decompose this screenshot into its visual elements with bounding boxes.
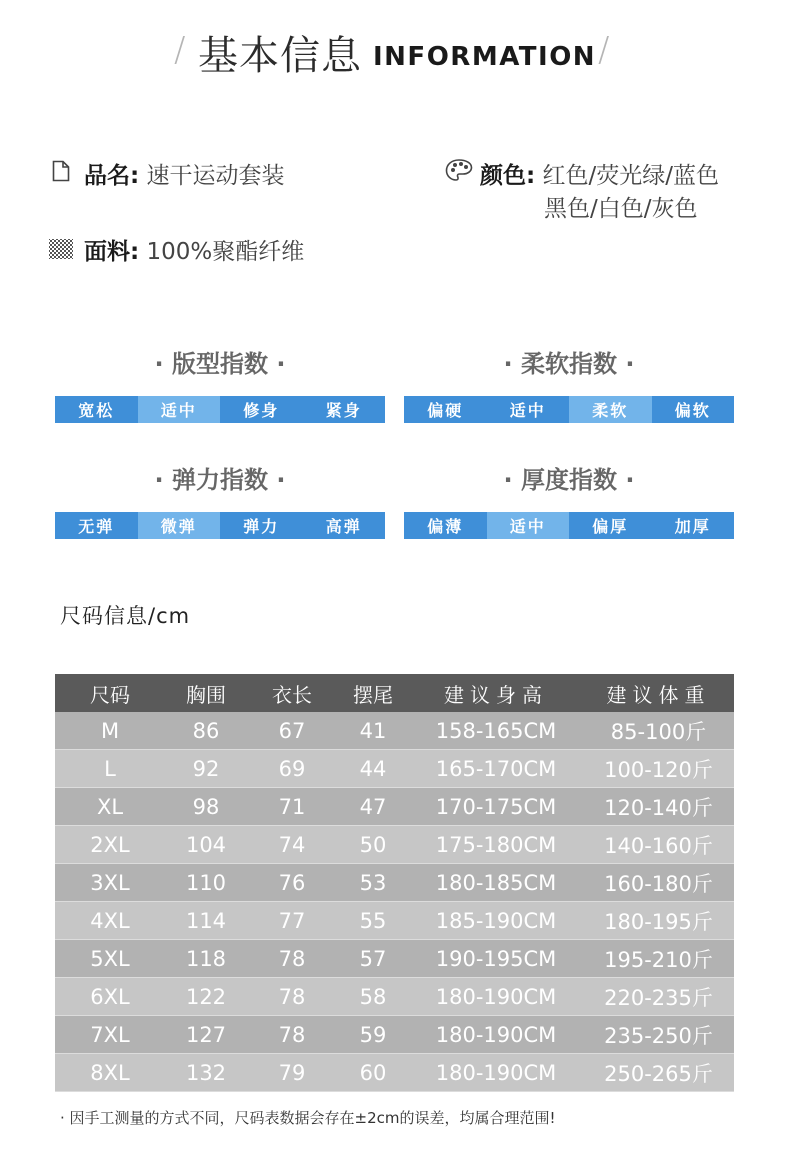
color-value-line2-wrap [544,190,698,223]
thickness-option-2: 适中 [487,512,570,539]
cell-length: 79 [278,1060,306,1085]
product-fabric [84,233,304,266]
header-title-cn: 基本信息 [198,33,362,79]
product-name [84,157,285,190]
softness-index-bar [404,396,734,423]
table-row [55,864,734,902]
cell-height: 185-190CM [435,908,557,933]
color-value-line1: 红色/荧光绿/蓝色 [542,163,720,189]
header-chest: 胸围 [186,682,226,707]
header-slash-left: / [174,30,186,70]
cell-size: 2XL [90,832,130,857]
cell-size: 6XL [90,984,130,1009]
cell-length: 76 [278,870,306,895]
table-row [55,788,734,826]
table-row [55,1054,734,1092]
softness-option-3: 柔软 [569,396,652,423]
cell-size: M [100,718,120,743]
cell-weight: 250-265斤 [604,1061,713,1086]
cell-chest: 104 [185,832,227,857]
cell-size: XL [96,794,124,819]
thickness-option-3: 偏厚 [569,512,652,539]
cell-size: L [104,756,116,781]
size-info-title: 尺码信息/cm [60,604,191,628]
cell-weight: 160-180斤 [604,871,713,896]
cell-height: 190-195CM [435,946,557,971]
table-row [55,826,734,864]
elasticity-option-1: 无弹 [55,512,138,539]
cell-height: 180-190CM [435,1022,557,1047]
table-row [55,978,734,1016]
header-weight: 建议体重 [606,682,711,707]
table-row [55,1016,734,1054]
palette-icon [445,158,473,182]
size-table-header [55,674,734,712]
cell-chest: 127 [185,1022,227,1047]
fit-option-2: 适中 [138,396,221,423]
cell-size: 5XL [90,946,130,971]
cell-weight: 120-140斤 [604,795,713,820]
fit-option-1: 宽松 [55,396,138,423]
cell-length: 78 [278,1022,306,1047]
cell-chest: 98 [192,794,220,819]
cell-hem: 47 [359,794,387,819]
header-hem: 摆尾 [353,682,393,707]
cell-size: 3XL [90,870,130,895]
cell-length: 71 [278,794,306,819]
section-header [0,22,790,82]
cell-height: 165-170CM [435,756,557,781]
header-height: 建议身高 [444,682,548,707]
product-name-value: 速干运动套装 [146,163,285,189]
cell-weight: 195-210斤 [604,947,713,972]
cell-weight: 100-120斤 [604,757,713,782]
cell-size: 8XL [90,1060,130,1085]
color-label: 颜色: [480,163,536,189]
thickness-option-4: 加厚 [652,512,735,539]
cell-length: 69 [278,756,306,781]
softness-index-title: · 柔软指数 · [503,350,635,378]
elasticity-index-bar [55,512,385,539]
header-size: 尺码 [90,682,130,707]
fit-index-bar [55,396,385,423]
cell-hem: 59 [359,1022,387,1047]
cell-height: 170-175CM [435,794,557,819]
cell-weight: 180-195斤 [604,909,713,934]
fit-index-title: · 版型指数 · [154,350,286,378]
cell-length: 78 [278,946,306,971]
fabric-label: 面料: [84,239,140,265]
softness-option-2: 适中 [487,396,570,423]
cell-chest: 86 [192,718,220,743]
table-row [55,750,734,788]
softness-option-1: 偏硬 [404,396,487,423]
measurement-note: · 因手工测量的方式不同，尺码表数据会存在±2cm的误差，均属合理范围! [60,1109,556,1127]
cell-chest: 92 [192,756,220,781]
cell-size: 7XL [90,1022,130,1047]
table-row [55,902,734,940]
elasticity-option-2: 微弹 [138,512,221,539]
table-row [55,712,734,750]
cell-weight: 140-160斤 [604,833,713,858]
cell-size: 4XL [90,908,130,933]
cell-height: 180-190CM [435,1060,557,1085]
header-slash-right: / [598,30,610,70]
cell-length: 77 [278,908,306,933]
cell-chest: 114 [185,908,227,933]
fabric-value: 100%聚酯纤维 [146,239,305,265]
cell-chest: 110 [185,870,227,895]
fit-option-3: 修身 [220,396,303,423]
cell-height: 175-180CM [435,832,557,857]
table-row [55,940,734,978]
cell-hem: 50 [359,832,387,857]
cell-length: 74 [278,832,306,857]
cell-chest: 122 [185,984,227,1009]
fit-option-4: 紧身 [303,396,386,423]
elasticity-option-4: 高弹 [303,512,386,539]
cell-hem: 57 [359,946,387,971]
product-name-label: 品名: [84,163,140,189]
cell-hem: 58 [359,984,387,1009]
cell-hem: 53 [359,870,387,895]
product-colors [480,157,719,190]
cell-weight: 220-235斤 [604,985,713,1010]
header-length: 衣长 [272,682,312,707]
elasticity-option-3: 弹力 [220,512,303,539]
cell-height: 180-190CM [435,984,557,1009]
cell-length: 67 [278,718,306,743]
thickness-option-1: 偏薄 [404,512,487,539]
cell-weight: 85-100斤 [610,719,707,744]
cell-hem: 41 [359,718,387,743]
cell-chest: 118 [185,946,227,971]
cell-hem: 55 [359,908,387,933]
cell-height: 180-185CM [435,870,557,895]
cell-chest: 132 [185,1060,227,1085]
document-icon [52,160,70,182]
fabric-texture-icon [48,238,74,260]
softness-option-4: 偏软 [652,396,735,423]
cell-height: 158-165CM [435,718,557,743]
cell-hem: 60 [359,1060,387,1085]
cell-hem: 44 [359,756,387,781]
cell-length: 78 [278,984,306,1009]
thickness-index-bar [404,512,734,539]
size-table [55,674,734,1092]
thickness-index-title: · 厚度指数 · [503,466,635,494]
elasticity-index-title: · 弹力指数 · [154,466,286,494]
header-title-en: INFORMATION [373,42,597,72]
cell-weight: 235-250斤 [604,1023,713,1048]
color-value-line2: 黑色/白色/灰色 [544,196,698,222]
